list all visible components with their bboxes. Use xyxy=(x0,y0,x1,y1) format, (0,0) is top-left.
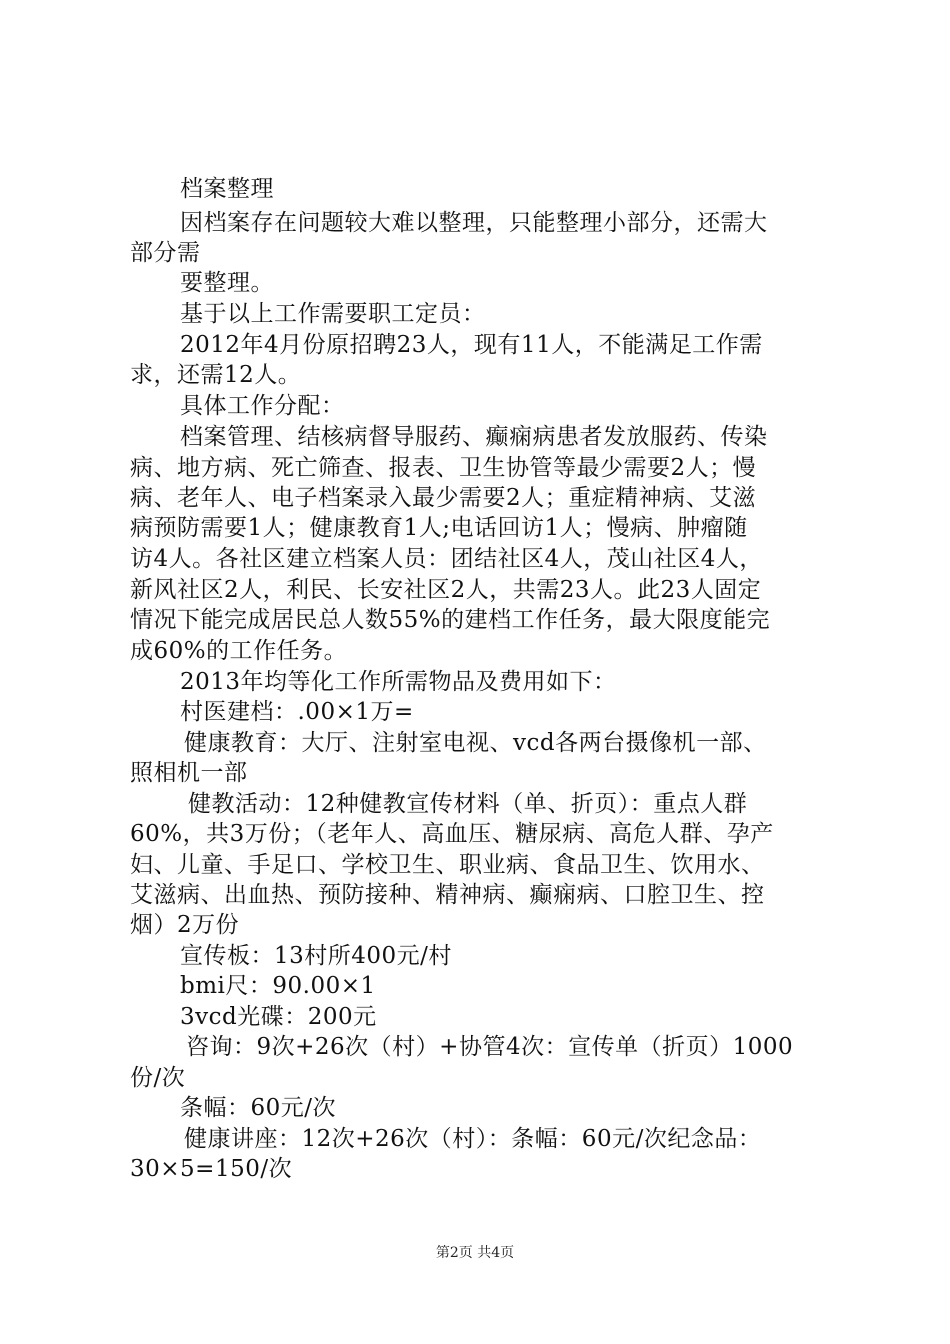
paragraph-line-30: 份/次 xyxy=(130,1065,186,1091)
paragraph-line-2: 因档案存在问题较大难以整理，只能整理小部分，还需大 xyxy=(180,210,768,236)
paragraph-line-27: bmi尺：90.00×1 xyxy=(180,973,376,999)
paragraph-line-23: 妇、儿童、手足口、学校卫生、职业病、食品卫生、饮用水、 xyxy=(130,852,765,878)
paragraph-line-8: 具体工作分配： xyxy=(180,393,345,419)
paragraph-line-31: 条幅：60元/次 xyxy=(180,1095,337,1121)
paragraph-line-32: 健康讲座：12次+26次（村）：条幅：60元/次纪念品： xyxy=(184,1126,762,1152)
paragraph-line-33: 30×5=150/次 xyxy=(130,1156,293,1182)
paragraph-line-4: 要整理。 xyxy=(180,270,274,296)
paragraph-line-7: 求，还需12人。 xyxy=(130,362,302,388)
paragraph-line-18: 村医建档：.00×1万= xyxy=(180,699,414,725)
page-footer: 第2页 共4页 xyxy=(435,1245,515,1261)
paragraph-line-3: 部分需 xyxy=(130,240,201,266)
paragraph-line-13: 访4人。各社区建立档案人员：团结社区4人，茂山社区4人， xyxy=(130,546,763,572)
paragraph-line-24: 艾滋病、出血热、预防接种、精神病、癫痫病、口腔卫生、控 xyxy=(130,882,765,908)
paragraph-line-1: 档案整理 xyxy=(180,176,274,202)
paragraph-line-9: 档案管理、结核病督导服药、癫痫病患者发放服药、传染 xyxy=(180,424,768,450)
paragraph-line-15: 情况下能完成居民总人数55%的建档工作任务，最大限度能完 xyxy=(130,607,771,633)
paragraph-line-10: 病、地方病、死亡筛查、报表、卫生协管等最少需要2人；慢 xyxy=(130,455,757,481)
paragraph-line-11: 病、老年人、电子档案录入最少需要2人；重症精神病、艾滋 xyxy=(130,485,757,511)
paragraph-line-17: 2013年均等化工作所需物品及费用如下： xyxy=(180,669,617,695)
paragraph-line-20: 照相机一部 xyxy=(130,760,248,786)
paragraph-line-14: 新风社区2人，利民、长安社区2人，共需23人。此23人固定 xyxy=(130,577,762,603)
paragraph-line-29: 咨询：9次+26次（村）+协管4次：宣传单（折页）1000 xyxy=(186,1034,794,1060)
paragraph-line-25: 烟）2万份 xyxy=(130,912,240,938)
paragraph-line-5: 基于以上工作需要职工定员： xyxy=(180,301,486,327)
paragraph-line-21: 健教活动：12种健教宣传材料（单、折页）：重点人群 xyxy=(188,791,748,817)
paragraph-line-12: 病预防需要1人；健康教育1人;电话回访1人；慢病、肿瘤随 xyxy=(130,515,748,541)
paragraph-line-16: 成60%的工作任务。 xyxy=(130,638,348,664)
paragraph-line-6: 2012年4月份原招聘23人，现有11人，不能满足工作需 xyxy=(180,332,763,358)
paragraph-line-19: 健康教育：大厅、注射室电视、vcd各两台摄像机一部、 xyxy=(184,730,767,756)
paragraph-line-26: 宣传板：13村所400元/村 xyxy=(180,943,452,969)
paragraph-line-28: 3vcd光碟：200元 xyxy=(180,1004,377,1030)
paragraph-line-22: 60%，共3万份；（老年人、高血压、糖尿病、高危人群、孕产 xyxy=(130,821,774,847)
